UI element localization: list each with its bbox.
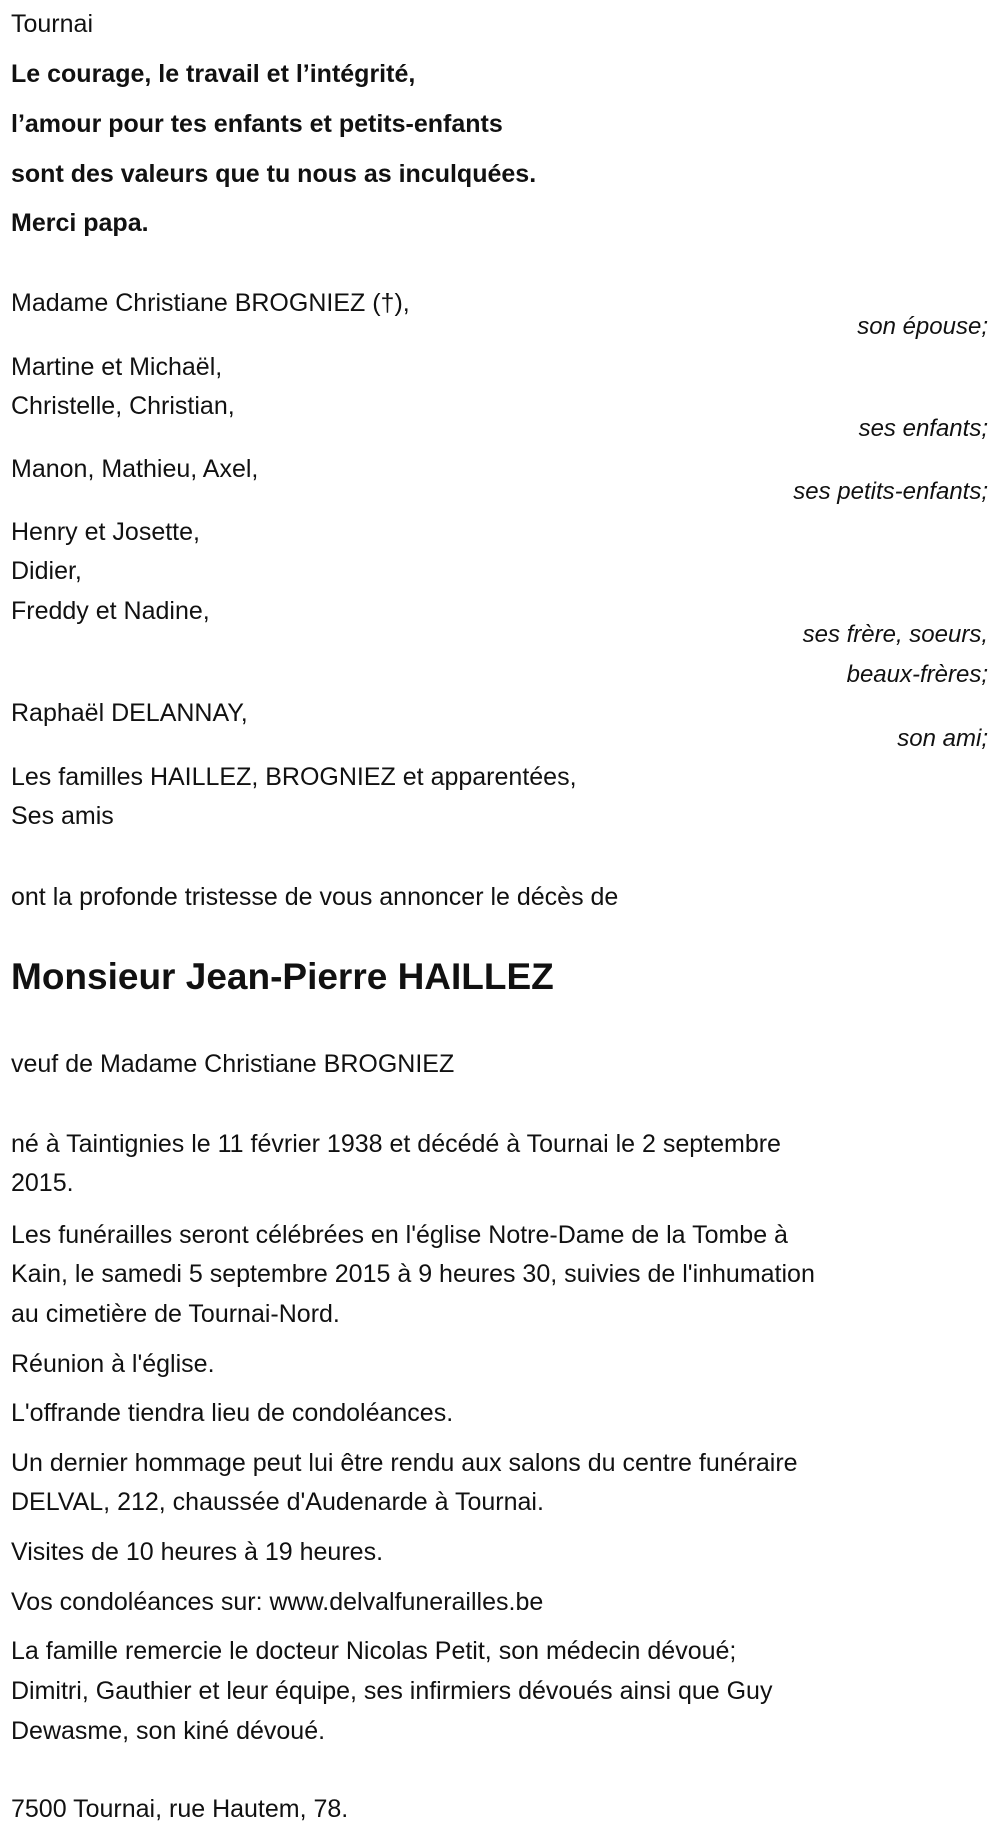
paragraph-line: Dewasme, son kiné dévoué. — [11, 1717, 326, 1745]
child: Martine et Michaël, — [11, 353, 223, 381]
child: Christelle, Christian, — [11, 392, 235, 420]
paragraph-line: DELVAL, 212, chaussée d'Audenarde à Tournai. — [11, 1488, 544, 1516]
motto-line: sont des valeurs que tu nous as inculquées. — [11, 160, 537, 188]
motto-line: Le courage, le travail et l’intégrité, — [11, 60, 416, 88]
motto-line: l’amour pour tes enfants et petits-enfants — [11, 110, 503, 138]
paragraph-line: Dimitri, Gauthier et leur équipe, ses infirmiers dévoués ainsi que Guy — [11, 1677, 773, 1705]
widower: veuf de Madame Christiane BROGNIEZ — [11, 1050, 455, 1078]
sibling: Henry et Josette, — [11, 518, 200, 546]
sibling: Freddy et Nadine, — [11, 597, 210, 625]
siblings-role: beaux-frères; — [846, 661, 988, 688]
grandchildren: Manon, Mathieu, Axel, — [11, 455, 259, 483]
paragraph-line: 2015. — [11, 1169, 74, 1197]
paragraph-line: Réunion à l'église. — [11, 1350, 215, 1378]
motto-line: Merci papa. — [11, 209, 149, 237]
paragraph-line: au cimetière de Tournai-Nord. — [11, 1300, 340, 1328]
siblings-role: ses frère, soeurs, — [802, 621, 988, 648]
spouse-role: son épouse; — [857, 313, 988, 340]
families: Les familles HAILLEZ, BROGNIEZ et apparentées, — [11, 763, 577, 791]
paragraph-line: Vos condoléances sur: www.delvalfunerailles.be — [11, 1588, 544, 1616]
announcement: ont la profonde tristesse de vous annoncer le décès de — [11, 883, 619, 911]
sibling: Didier, — [11, 557, 82, 585]
paragraph-line: Les funérailles seront célébrées en l'église Notre-Dame de la Tombe à — [11, 1221, 788, 1249]
paragraph-line: Un dernier hommage peut lui être rendu aux salons du centre funéraire — [11, 1449, 798, 1477]
paragraph-line: Kain, le samedi 5 septembre 2015 à 9 heures 30, suivies de l'inhumation — [11, 1260, 815, 1288]
spouse: Madame Christiane BROGNIEZ (†), — [11, 289, 410, 317]
paragraph-line: L'offrande tiendra lieu de condoléances. — [11, 1399, 454, 1427]
families: Ses amis — [11, 802, 114, 830]
paragraph-line: Visites de 10 heures à 19 heures. — [11, 1538, 384, 1566]
paragraph-line: né à Taintignies le 11 février 1938 et décédé à Tournai le 2 septembre — [11, 1130, 781, 1158]
children-role: ses enfants; — [858, 415, 988, 442]
deceased-name: Monsieur Jean-Pierre HAILLEZ — [11, 956, 554, 997]
address: 7500 Tournai, rue Hautem, 78. — [11, 1795, 349, 1823]
place: Tournai — [11, 10, 93, 38]
grandchildren-role: ses petits-enfants; — [793, 478, 988, 505]
friend: Raphaël DELANNAY, — [11, 699, 248, 727]
friend-role: son ami; — [897, 725, 988, 752]
paragraph-line: La famille remercie le docteur Nicolas Petit, son médecin dévoué; — [11, 1637, 737, 1665]
